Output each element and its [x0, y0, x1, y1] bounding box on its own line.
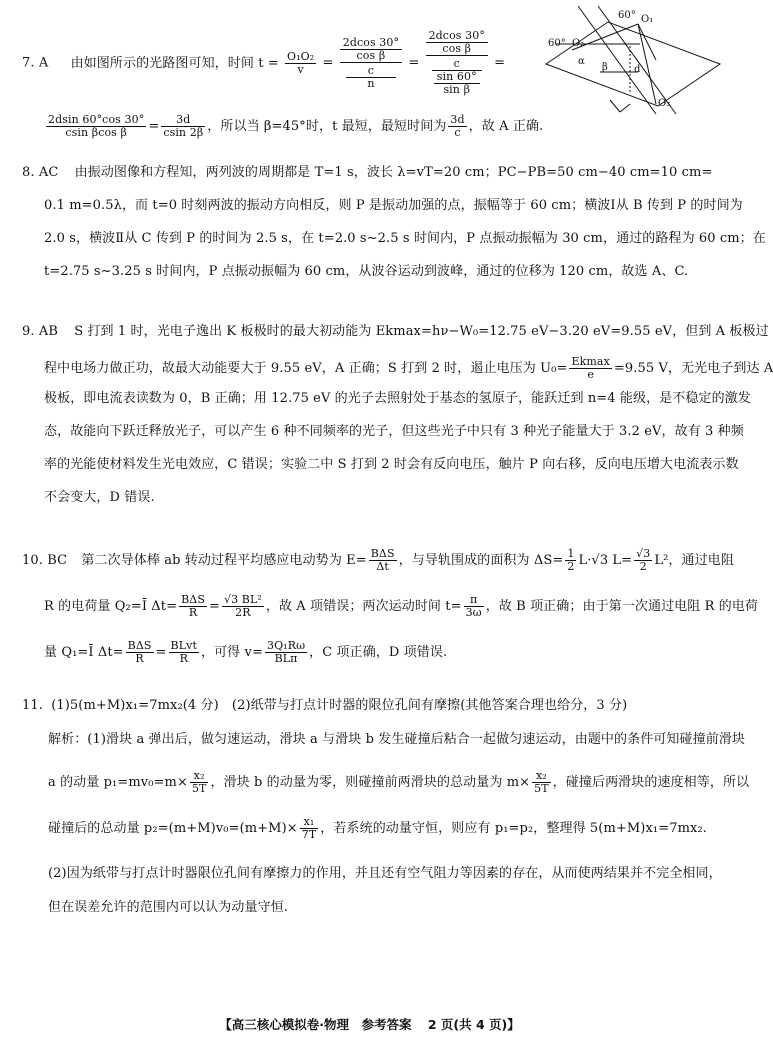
- q7-l2-frac-3: $\frac{3d}{c}$: [450, 113, 465, 139]
- q9-line-3: 极板，即电流表读数为 0，B 正确；用 12.75 eV 的光子去照射处于基态的氢原子，能跃迁到 n=4 能级，是不稳定的激发: [44, 391, 751, 406]
- right-angle-mark-2: [620, 104, 630, 112]
- q7-l2-frac-1: $\frac{2dsin 60^\circ\cos 30^\circ}{\text{csin βcos β}}$: [48, 113, 145, 139]
- q9-frac: $\frac{Ekmax}{e}$: [571, 355, 610, 381]
- q9-line-2: 程中电场力做正功，故最大动能要大于 9.55 eV，A 正确；S 打到 2 时，遏止电压为 U₀= $\frac{Ekmax}{e}$ =9.55 V，无光电子到达 A: [44, 355, 773, 381]
- q10-line-2: R 的电荷量 Q₂=Ī Δt= $\frac{\text{BΔS}}{R}$ = $\frac{\text{√3 BL²}}{2R}$ ，故 A 项错误；两次运动时间 t= $\frac{\pi}{3\omega}$ ，故 B 项正确；由于第一次通过电阻 R 的电荷: [44, 593, 759, 619]
- q10-line-3: 量 Q₁=Ī Δt= $\frac{\text{BΔS}}{R}$ = $\frac{\text{BLvt}}{R}$ ，可得 v= $\frac{\text{3Q₁Rω}}{\text{BLπ}}$ ，C 项正确，D 项错误.: [44, 639, 448, 665]
- q10-l2-frac-2: $\frac{\text{√3 BL²}}{2R}$: [223, 593, 262, 619]
- q11-line-5: (2)因为纸带与打点计时器限位孔间有摩擦力的作用，并且还有空气阻力等因素的存在，从而使两结果并不完全相同，: [48, 866, 722, 881]
- footer-title: 【高三核心模拟卷·物理 参考答案: [219, 1017, 412, 1032]
- glass-block-outline: [546, 22, 720, 106]
- q10-l3-frac-1: $\frac{\text{BΔS}}{R}$: [127, 639, 152, 665]
- q11-l4-frac-1: $\frac{\text{x₁}}{7T}$: [301, 815, 317, 841]
- q9-line-4: 态，故能向下跃迁释放光子，可以产生 6 种不同频率的光子，但这些光子中只有 3 种光子能量大于 3.2 eV，故有 3 种频: [44, 424, 744, 439]
- q11-line-6: 但在误差允许的范围内可以认为动量守恒.: [48, 900, 289, 915]
- q10-line-1: 10. BC 第二次导体棒 ab 转动过程平均感应电动势为 E= $\frac{\text{BΔS}}{\Delta t}$ ，与导轨围成的面积为 ΔS= $\frac{1}{2}$ L·√3 L= $\frac{√3}{2}$ L²，通过电阻: [22, 547, 734, 573]
- q11-line-3: a 的动量 p₁=mv₀=m× $\frac{\text{x₂}}{5T}$ ，滑块 b 的动量为零，则碰撞前两滑块的总动量为 m× $\frac{\text{x₂}}{5T}$ ，碰撞后两滑块的速度相等，所以: [48, 769, 750, 795]
- page-footer: [0, 1015, 739, 1033]
- q11-l3-frac-1: $\frac{\text{x₂}}{5T}$: [191, 769, 207, 795]
- q10-l2-frac-1: $\frac{\text{BΔS}}{R}$: [181, 593, 205, 619]
- q9-line-1: 9. AB S 打到 1 时，光电子逸出 K 板极时的最大初动能为 Ekmax=hν−W₀=12.75 eV−3.20 eV=9.55 eV，但到 A 板极过: [22, 324, 769, 339]
- q8-label: 8. AC: [22, 165, 59, 180]
- right-angle-mark: [610, 100, 620, 112]
- q9-label: 9. AB: [22, 324, 58, 339]
- q7-frac-3: 2dcos 30° cos β c sin 60° sin β: [426, 30, 488, 96]
- q7-frac-1: $\frac{\text{O₁O₂}}{v}$: [286, 49, 315, 76]
- label-beta: β: [602, 62, 608, 73]
- q11-label: 11.: [22, 698, 43, 713]
- q10-frac-3: $\frac{√3}{2}$: [636, 547, 651, 573]
- optics-diagram: [538, 6, 728, 122]
- label-angle-60-left: 60°: [548, 38, 566, 49]
- q11-line-4: 碰撞后的总动量 p₂=(m+M)v₀=(m+M)× $\frac{\text{x₁}}{7T}$ ，若系统的动量守恒，则应有 p₁=p₂，整理得 5(m+M)x₁=7mx₂.: [48, 815, 707, 841]
- q7-line-2: $\frac{2dsin 60^\circ\cos 30^\circ}{\text{csin βcos β}}$ = $\frac{3d}{csin 2\beta}$ ，所以当 β=45°时，t 最短，最短时间为 $\frac{3d}{c}$ ，故 A 正确.: [48, 113, 544, 139]
- q7-text-1: 由如图所示的光路图可知，时间 t =: [70, 55, 279, 71]
- q10-l3-frac-2: $\frac{\text{BLvt}}{R}$: [170, 639, 197, 665]
- ray-exit: [638, 24, 656, 60]
- label-d: d: [634, 64, 641, 75]
- label-angle-60-top: 60°: [618, 10, 636, 21]
- q9-line-5: 率的光能使材料发生光电效应，C 错误；实验二中 S 打到 2 时会有反向电压，触片 P 向右移，反向电压增大电流表示数: [44, 457, 739, 472]
- q10-l2-frac-3: $\frac{\pi}{3\omega}$: [465, 593, 482, 619]
- q7-l2-frac-2: $\frac{3d}{csin 2\beta}$: [163, 113, 204, 139]
- q10-frac-2: $\frac{1}{2}$: [567, 547, 575, 573]
- q10-l3-frac-3: $\frac{\text{3Q₁Rω}}{\text{BLπ}}$: [266, 639, 306, 665]
- q8-line-3: 2.0 s，横波Ⅱ从 C 传到 P 的时间为 2.5 s，在 t=2.0 s~2.5 s 时间内，P 点振动振幅为 30 cm，通过的路程为 60 cm；在: [44, 231, 766, 246]
- q11-line-1: 11. (1)5(m+M)x₁=7mx₂(4 分) (2)纸带与打点计时器的限位孔间有摩擦(其他答案合理也给分，3 分): [22, 698, 628, 713]
- q11-line-2: 解析：(1)滑块 a 弹出后，做匀速运动，滑块 a 与滑块 b 发生碰撞后粘合一起做匀速运动，由题中的条件可知碰撞前滑块: [48, 732, 746, 747]
- q8-line-1: 8. AC 由振动图像和方程知，两列波的周期都是 T=1 s，波长 λ=vT=20 cm；PC−PB=50 cm−40 cm=10 cm=: [22, 165, 713, 180]
- q7-label: 7. A: [22, 55, 49, 71]
- q10-frac-1: $\frac{\text{BΔS}}{\Delta t}$: [370, 547, 395, 573]
- q9-line-6: 不会变大，D 错误.: [44, 490, 155, 505]
- q8-line-2: 0.1 m=0.5λ，而 t=0 时刻两波的振动方向相反，则 P 是振动加强的点，振幅等于 60 cm；横波Ⅰ从 B 传到 P 的时间为: [44, 198, 743, 213]
- q10-label: 10. BC: [22, 553, 68, 568]
- label-o1: O₁: [641, 14, 654, 25]
- q11-l3-frac-2: $\frac{\text{x₂}}{5T}$: [534, 769, 549, 795]
- q8-line-4: t=2.75 s~3.25 s 时间内，P 点振动振幅为 60 cm，从波谷运动到波峰，通过的位移为 120 cm，故选 A、C.: [44, 264, 689, 279]
- label-o3: O₃: [658, 98, 671, 109]
- q7-frac-2: 2dcos 30° cos β c n: [340, 37, 402, 90]
- footer-page-number: 2 页(共 4 页)】: [427, 1017, 520, 1032]
- label-alpha: α: [578, 56, 585, 67]
- q7-line-1: 7. A 由如图所示的光路图可知，时间 t = $\frac{\text{O₁O₂}}{v}$ = 2dcos 30° cos β c n = 2dcos 30° cos β c sin 60° sin β =: [22, 29, 506, 96]
- label-o2: O₂: [572, 38, 585, 49]
